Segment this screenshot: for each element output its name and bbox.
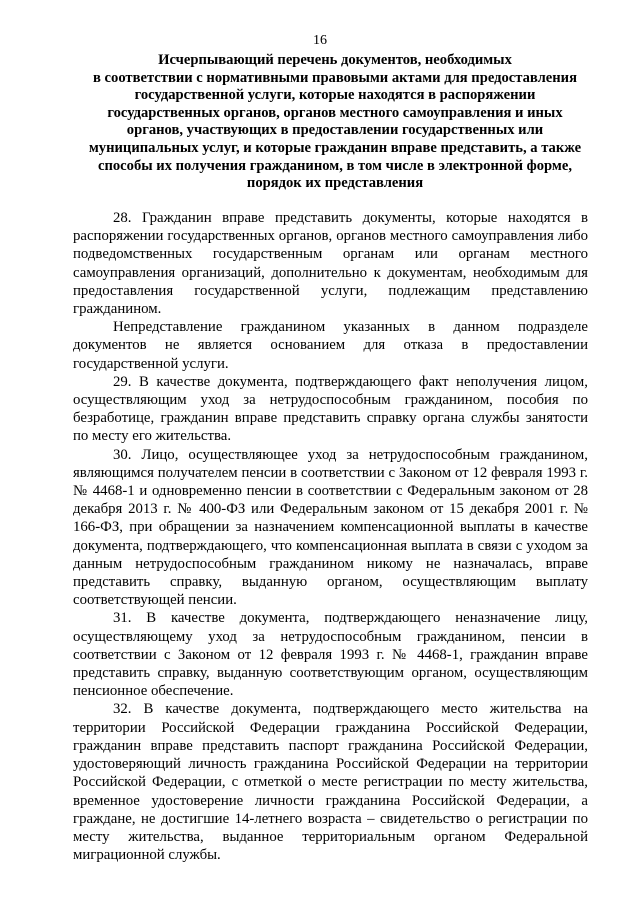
- paragraph-29: 29. В качестве документа, подтверждающего факт неполучения лицом, осуществляющим уход за нетрудоспособным гражданином, пособия по безработице, гражданин вправе представить справку органа службы занятости по месту его жительства.: [73, 373, 588, 445]
- heading-line: Исчерпывающий перечень документов, необходимых: [158, 52, 512, 68]
- heading-line: органов, участвующих в предоставлении государственных или: [126, 122, 544, 139]
- paragraph-non-submission: Непредставление гражданином указанных в данном подразделе документов не является основанием для отказа в предоставлении государственной услуги.: [73, 319, 588, 372]
- page-number: 16: [313, 33, 327, 48]
- heading-line: в соответствии с нормативными правовыми актами для предоставления: [93, 69, 577, 86]
- heading-line: порядок их представления: [246, 175, 424, 192]
- paragraph-32: 32. В качестве документа, подтверждающего место жительства на территории Российской Федерации гражданина Российской Федерации, гражданин вправе представить паспорт гражданина Российской Федерации, удостоверяющий личность гражданина Российской Федерации на территории Российской Федерации, с отметкой о месте регистрации по месту жительства, временное удостоверение личности гражданина Российской Федерации, а граждане, не достигшие 14-летнего возраста – свидетельство о регистрации по месту жительства, выданное территориальным органом Федеральной миграционной службы.: [73, 701, 588, 864]
- heading-line: государственных органов, органов местного самоуправления и иных: [107, 104, 563, 121]
- paragraph-28: 28. Гражданин вправе представить документы, которые находятся в распоряжении государственных органов, органов местного самоуправления либо подведомственных государственным органам или органам местного самоуправления организаций, дополнительно к документам, необходимым для предоставления государственной услуги, подлежащим представлению гражданином.: [73, 210, 588, 318]
- heading-line: государственной услуги, которые находятся в распоряжении: [134, 87, 536, 104]
- document-body: [73, 209, 588, 864]
- section-heading: [80, 52, 590, 193]
- heading-line: муниципальных услуг, и которые гражданин вправе представить, а также: [88, 139, 582, 156]
- paragraph-30: 30. Лицо, осуществляющее уход за нетрудоспособным гражданином, являющимся получателем пенсии в соответствии с Законом от 12 февраля 1993 г. № 4468-1 и одновременно пенсии в соответствии с Федеральным законом от 28 декабря 2013 г. № 400-ФЗ или Федеральным законом от 15 декабря 2001 г. № 166-ФЗ, при обращении за назначением компенсационной выплаты в качестве документа, подтверждающего, что компенсационная выплата в связи с уходом за данным нетрудоспособным гражданином никому не назначалась, вправе представить справку, выданную органом, осуществляющим выплату соответствующей пенсии.: [73, 446, 588, 609]
- paragraph-31: 31. В качестве документа, подтверждающего неназначение лицу, осуществляющему уход за нетрудоспособным гражданином, пенсии в соответствии с Законом от 12 февраля 1993 г. № 4468-1, гражданин вправе представить справку, выданную соответствующим органом, осуществляющим пенсионное обеспечение.: [73, 610, 588, 700]
- heading-line: способы их получения гражданином, в том числе в электронной форме,: [98, 157, 572, 174]
